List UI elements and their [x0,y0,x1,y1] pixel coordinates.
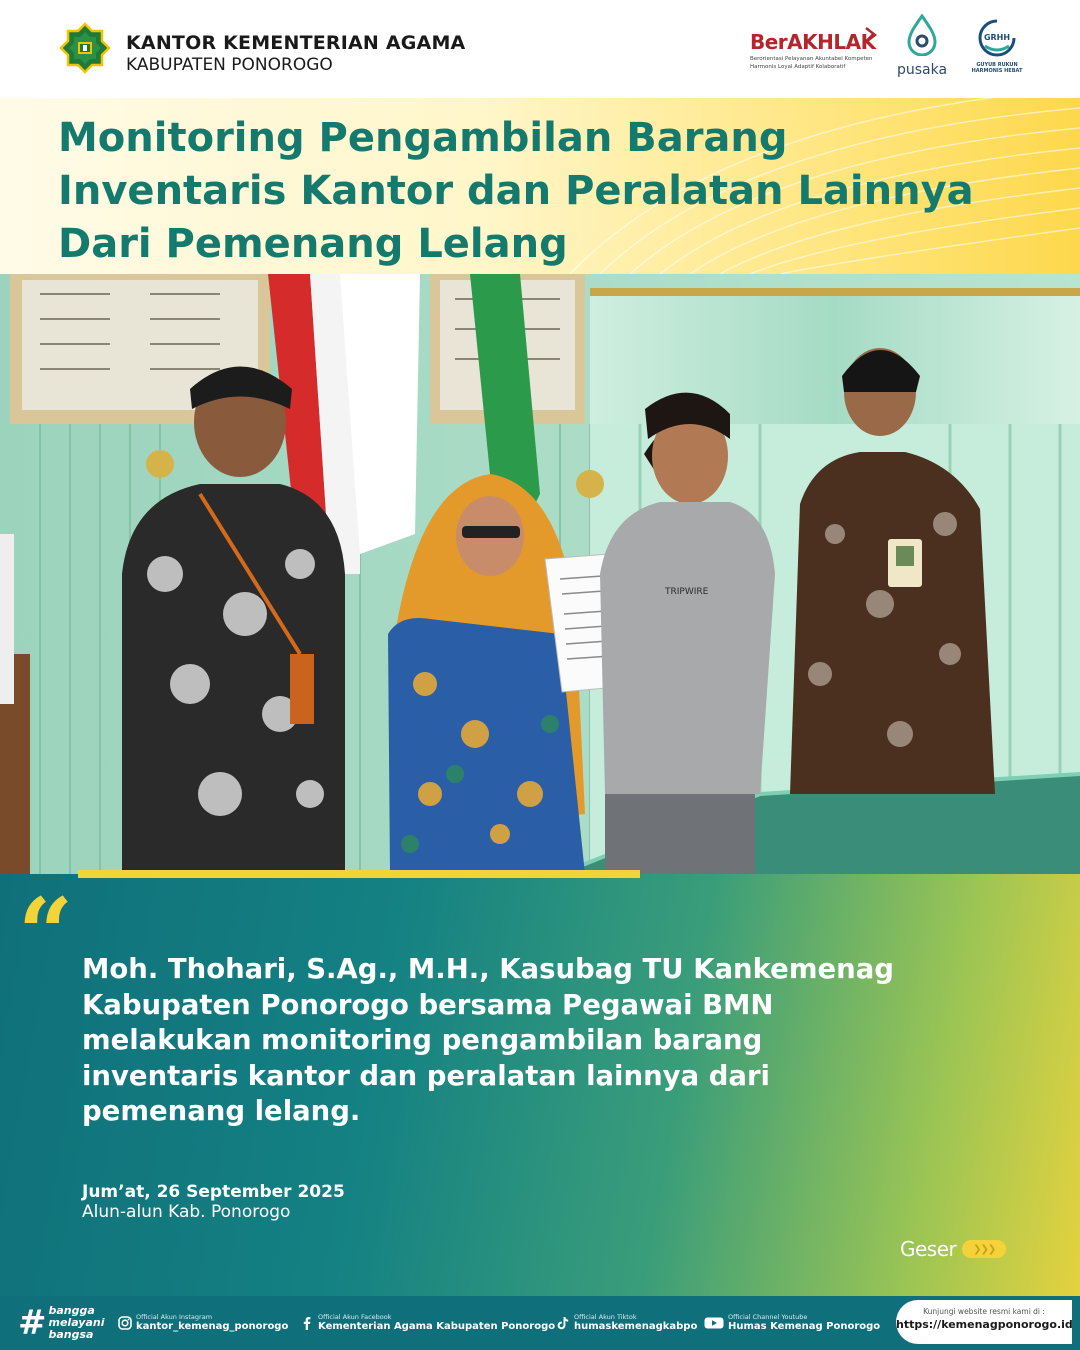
tiktok-link[interactable] [556,1311,697,1335]
instagram-caption: Official Akun Instagram [136,1313,213,1321]
page-title [58,112,1058,271]
tiktok-caption: Official Akun Tiktok [574,1313,637,1321]
berakhlak-chevron-icon [862,26,880,44]
tiktok-handle: humaskemenagkabpo [574,1321,698,1332]
website-url: https://kemenagponorogo.id [896,1318,1073,1331]
org-name: KANTOR KEMENTERIAN AGAMA [126,32,466,54]
kemenag-logo-icon [54,22,116,78]
berakhlak-logo-icon [750,30,878,76]
title-line-1: Monitoring Pengambilan Barang [58,115,788,161]
youtube-icon [704,1316,724,1330]
caption-line-3: melakukan monitoring pengambilan barang [82,1024,763,1056]
event-date: Jum’at, 26 September 2025 [82,1182,345,1202]
facebook-handle: Kementerian Agama Kabupaten Ponorogo [318,1321,556,1332]
pusaka-label: pusaka [896,62,948,78]
grhh-tagline-2: HARMONIS HEBAT [971,68,1023,74]
hashtag-icon: # [18,1303,47,1343]
hashtag-words [49,1305,105,1341]
org-subtitle: KABUPATEN PONOROGO [126,55,333,75]
grhh-label: GRHH [983,33,1011,42]
berakhlak-tagline-2: Harmonis Loyal Adaptif Kolaboratif [750,64,846,70]
website-link[interactable] [896,1300,1072,1344]
svg-text:TRIPWIRE: TRIPWIRE [665,587,709,597]
hashtag-word-1: bangga [48,1304,95,1317]
title-line-2: Inventaris Kantor dan Peralatan Lainnya [58,168,974,214]
youtube-handle: Humas Kemenag Ponorogo [728,1321,881,1332]
hashtag-brand [18,1300,104,1346]
hashtag-word-2: melayani [48,1316,105,1329]
arrows-icon: ❯❯❯ [962,1240,1006,1258]
grhh-logo-icon [966,18,1028,80]
website-caption: Kunjungi website resmi kami di : [923,1307,1045,1316]
pusaka-logo-icon [892,14,952,80]
photo-illustration [0,274,1080,874]
caption-accent-bar [78,870,640,878]
grhh-tagline-1: GUYUB RUKUN [976,62,1018,68]
next-slide-label: Geser [900,1237,957,1261]
berakhlak-word: BerAKHLAK [750,30,876,54]
youtube-link[interactable] [704,1311,880,1335]
youtube-caption: Official Channel Youtube [728,1313,808,1321]
hashtag-word-3: bangsa [48,1328,94,1341]
tiktok-icon [556,1316,570,1330]
event-place: Alun-alun Kab. Ponorogo [82,1202,291,1222]
facebook-link[interactable] [300,1311,555,1335]
title-band [0,98,1080,274]
instagram-link[interactable] [118,1311,288,1335]
instagram-icon [118,1316,132,1330]
facebook-caption: Official Akun Facebook [318,1313,392,1321]
caption-line-1: Moh. Thohari, S.Ag., M.H., Kasubag TU Kankemenag [82,953,894,985]
facebook-icon [300,1316,314,1330]
caption-line-4: inventaris kantor dan peralatan lainnya dari [82,1059,770,1092]
caption-text [82,952,982,1130]
instagram-handle: kantor_kemenag_ponorogo [136,1321,289,1332]
pusaka-drop-icon [905,14,939,56]
caption-line-5: pemenang lelang. [82,1095,361,1127]
title-line-3: Dari Pemenang Lelang [58,221,568,267]
grhh-circle-icon [977,18,1017,58]
event-photo [0,274,1080,874]
berakhlak-tagline-1: Berorientasi Pelayanan Akuntabel Kompeten [750,56,873,62]
next-slide-button[interactable] [900,1236,1006,1262]
caption-line-2: Kabupaten Ponorogo bersama Pegawai BMN [82,988,774,1021]
quote-mark-icon: “ [18,877,74,990]
